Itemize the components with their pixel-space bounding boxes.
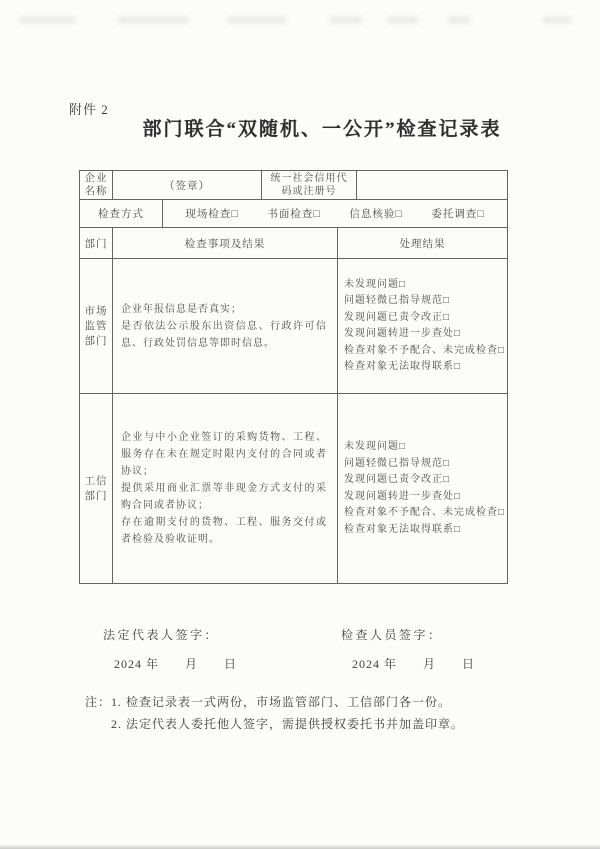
bleed-through-mark [118, 16, 188, 24]
inspection-item: 存在逾期支付的货物、工程、服务交付或者检验及验收证明。 [121, 517, 327, 545]
footnote-item-1: 1. 检查记录表一式两份，市场监管部门、工信部门各一份。 [111, 695, 452, 709]
footnote-item-2: 2. 法定代表人委托他人签字，需提供授权委托书并加盖印章。 [111, 717, 465, 731]
inspection-method-options-cell [163, 200, 508, 228]
table-header-row [80, 228, 508, 259]
column-header-result: 处理结果 [338, 228, 508, 259]
checkbox-option-minor-guided: 问题轻微已指导规范□ [344, 295, 451, 306]
bleed-through-mark [448, 16, 470, 24]
handling-result-options-cell [338, 394, 508, 584]
footnotes [85, 691, 563, 735]
checkbox-option-further-investigation: 发现问题转进一步查处□ [344, 490, 462, 502]
checkbox-option-no-problem: 未发现问题□ [344, 278, 407, 290]
inspection-method-options [163, 206, 507, 221]
inspection-record-table [79, 170, 508, 584]
document-title: 部门联合“双随机、一公开”检查记录表 [142, 119, 502, 140]
bleed-through-mark [20, 16, 75, 24]
inspection-item: 企业年报信息是否真实； [121, 303, 242, 315]
footnote-items [111, 691, 563, 735]
bleed-through-mark [388, 16, 418, 24]
checkbox-option-written-inspection: 书面检查□ [267, 209, 321, 220]
inspector-signature-label: 检查人员签字： [341, 628, 443, 642]
checkbox-option-no-cooperation: 检查对象不予配合、未完成检查□ [344, 344, 506, 356]
credit-code-value-cell [357, 171, 508, 200]
checkbox-option-no-cooperation: 检查对象不予配合、未完成检查□ [344, 507, 506, 518]
checkbox-option-entrusted-investigation: 委托调查□ [431, 209, 485, 220]
checkbox-option-no-problem: 未发现问题□ [344, 441, 407, 452]
inspector-date-line: 2024 年 月 日 [352, 657, 476, 671]
bleed-through-mark [543, 16, 571, 24]
checkbox-option-ordered-correction: 发现问题已责令改正□ [344, 474, 451, 485]
handling-result-options-cell [338, 259, 508, 394]
department-label-market-supervision: 市场监管部门 [80, 259, 113, 394]
inspector-signature-block [341, 626, 475, 672]
inspection-method-row [80, 200, 508, 228]
legal-representative-signature-block [103, 626, 237, 672]
department-label-industry-information: 工信部门 [80, 394, 113, 584]
enterprise-name-label: 企业名称 [80, 171, 113, 200]
inspection-method-label: 检查方式 [80, 200, 163, 228]
bleed-through-ghost-row [0, 14, 600, 30]
bleed-through-mark [228, 16, 286, 24]
bleed-through-mark [330, 16, 362, 24]
credit-code-label: 统一社会信用代码或注册号 [262, 171, 357, 200]
enterprise-name-seal-cell: （签章） [113, 171, 262, 200]
checkbox-option-no-contact: 检查对象无法取得联系□ [344, 361, 462, 372]
table-row-market-supervision [80, 259, 508, 394]
checkbox-option-further-investigation: 发现问题转进一步查处□ [344, 328, 462, 339]
checkbox-option-minor-guided: 问题轻微已指导规范□ [344, 457, 451, 469]
legal-representative-date-line: 2024 年 月 日 [114, 657, 238, 671]
inspection-item: 企业与中小企业签订的采购货物、工程、服务存在未在规定时限内支付的合同或者协议； [121, 432, 327, 477]
inspection-item: 是否依法公示股东出资信息、行政许可信息、行政处罚信息等即时信息。 [121, 320, 327, 349]
inspection-item: 提供采用商业汇票等非现金方式支付的采购合同或者协议； [121, 483, 327, 511]
inspection-items-cell [113, 394, 338, 584]
checkbox-option-information-verification: 信息核验□ [349, 209, 403, 220]
checkbox-option-no-contact: 检查对象无法取得联系□ [344, 523, 462, 535]
footnote-prefix: 注： [85, 695, 112, 709]
legal-representative-signature-label: 法定代表人签字： [103, 628, 220, 642]
scan-bottom-edge [0, 845, 600, 849]
inspection-items-cell [113, 259, 338, 394]
checkbox-option-onsite-inspection: 现场检查□ [185, 209, 239, 220]
enterprise-info-row [80, 171, 508, 200]
column-header-items: 检查事项及结果 [113, 228, 338, 259]
attachment-label: 附件 2 [69, 102, 109, 117]
checkbox-option-ordered-correction: 发现问题已责令改正□ [344, 311, 451, 323]
table-row-industry-information [80, 394, 508, 584]
column-header-department: 部门 [80, 228, 113, 259]
